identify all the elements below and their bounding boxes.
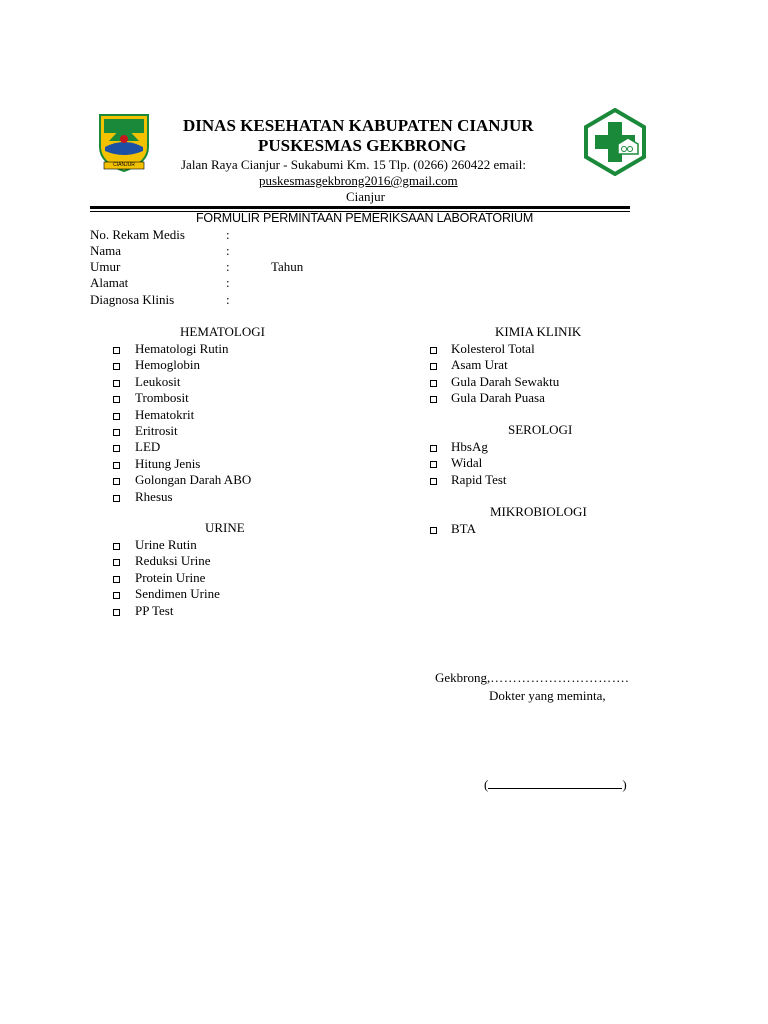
hematologi-item-label: Hematokrit <box>135 406 195 422</box>
mikrobiologi-item-label: BTA <box>451 521 476 536</box>
logo-ribbon-text: CIANJUR <box>113 162 135 168</box>
close-paren: ) <box>622 777 627 792</box>
section-title-hematologi: HEMATOLOGI <box>180 324 265 339</box>
checkbox[interactable] <box>430 478 437 485</box>
checkbox[interactable] <box>430 380 437 387</box>
serologi-item-label: Widal <box>451 455 483 471</box>
date-dots: …………………………. <box>490 670 629 685</box>
signature-blank[interactable] <box>488 776 622 789</box>
field-label-alamat: Alamat <box>90 275 129 290</box>
checkbox[interactable] <box>113 445 120 452</box>
checkbox[interactable] <box>113 347 120 354</box>
field-label-umur: Umur <box>90 259 121 274</box>
checkbox[interactable] <box>113 363 120 370</box>
field-label-rekam-medis: No. Rekam Medis <box>90 227 185 242</box>
agency-title: DINAS KESEHATAN KABUPATEN CIANJUR <box>183 116 534 135</box>
address-line: Jalan Raya Cianjur - Sukabumi Km. 15 Tlp. (0266) 260422 email: <box>181 157 526 172</box>
cianjur-regency-logo <box>95 111 153 173</box>
checkbox[interactable] <box>430 445 437 452</box>
checkbox[interactable] <box>113 396 120 403</box>
hematologi-item-label: Leukosit <box>135 373 181 389</box>
checkbox[interactable] <box>430 527 437 534</box>
field-label-nama: Nama <box>90 243 122 258</box>
hematologi-item-label: Hitung Jenis <box>135 455 201 471</box>
field-sep: : <box>226 292 230 307</box>
field-label-diagnosa: Diagnosa Klinis <box>90 292 175 307</box>
checkbox[interactable] <box>113 462 120 469</box>
checkbox[interactable] <box>113 592 120 599</box>
checkbox[interactable] <box>430 347 437 354</box>
checkbox[interactable] <box>430 396 437 403</box>
urine-item-label: Sendimen Urine <box>135 586 220 602</box>
form-title: FORMULIR PERMINTAAN PEMERIKSAAN LABORATORIUM <box>196 211 534 225</box>
doctor-label: Dokter yang meminta, <box>489 688 606 703</box>
checkbox[interactable] <box>430 363 437 370</box>
section-title-serologi: SEROLOGI <box>508 422 573 437</box>
serologi-item-label: Rapid Test <box>451 471 507 487</box>
checkbox[interactable] <box>430 461 437 468</box>
field-sep: : <box>226 243 230 258</box>
hematologi-item-label: Hematologi Rutin <box>135 341 229 356</box>
urine-item-label: PP Test <box>135 602 174 618</box>
hematologi-item-label: Trombosit <box>135 390 189 406</box>
place-label: Gekbrong, <box>435 670 491 685</box>
city-line: Cianjur <box>346 189 385 204</box>
kimia-item-label: Kolesterol Total <box>451 341 535 356</box>
field-suffix-tahun: Tahun <box>271 259 304 274</box>
checkbox[interactable] <box>113 609 120 616</box>
checkbox[interactable] <box>113 576 120 583</box>
header-divider-thick <box>90 206 630 209</box>
checkbox[interactable] <box>113 559 120 566</box>
section-title-urine: URINE <box>205 520 245 535</box>
kimia-item-label: Gula Darah Sewaktu <box>451 373 560 389</box>
section-title-kimia-klinik: KIMIA KLINIK <box>495 324 582 339</box>
checkbox[interactable] <box>113 429 120 436</box>
hematologi-item-label: Rhesus <box>135 488 173 504</box>
checkbox[interactable] <box>113 413 120 420</box>
checkbox[interactable] <box>113 380 120 387</box>
kimia-item-label: Gula Darah Puasa <box>451 390 545 406</box>
doctor-signature-line <box>484 776 627 793</box>
kimia-item-label: Asam Urat <box>451 357 508 373</box>
puskesmas-title: PUSKESMAS GEKBRONG <box>258 136 467 155</box>
urine-item-label: Urine Rutin <box>135 537 197 552</box>
serologi-item-label: HbsAg <box>451 439 488 454</box>
field-sep: : <box>226 275 230 290</box>
urine-item-label: Reduksi Urine <box>135 553 211 569</box>
open-paren: ( <box>484 777 489 792</box>
field-sep: : <box>226 227 230 242</box>
hematologi-item-label: Golongan Darah ABO <box>135 472 252 488</box>
checkbox[interactable] <box>113 478 120 485</box>
signature-place <box>435 670 629 686</box>
section-title-mikrobiologi: MIKROBIOLOGI <box>490 504 587 519</box>
hematologi-item-label: Eritrosit <box>135 423 178 438</box>
checkbox[interactable] <box>113 495 120 502</box>
puskesmas-logo <box>584 108 646 176</box>
checkbox[interactable] <box>113 543 120 550</box>
email-link[interactable]: puskesmasgekbrong2016@gmail.com <box>259 173 458 188</box>
hematologi-item-label: LED <box>135 439 161 455</box>
hematologi-item-label: Hemoglobin <box>135 357 200 373</box>
urine-item-label: Protein Urine <box>135 569 206 585</box>
field-sep: : <box>226 259 230 274</box>
